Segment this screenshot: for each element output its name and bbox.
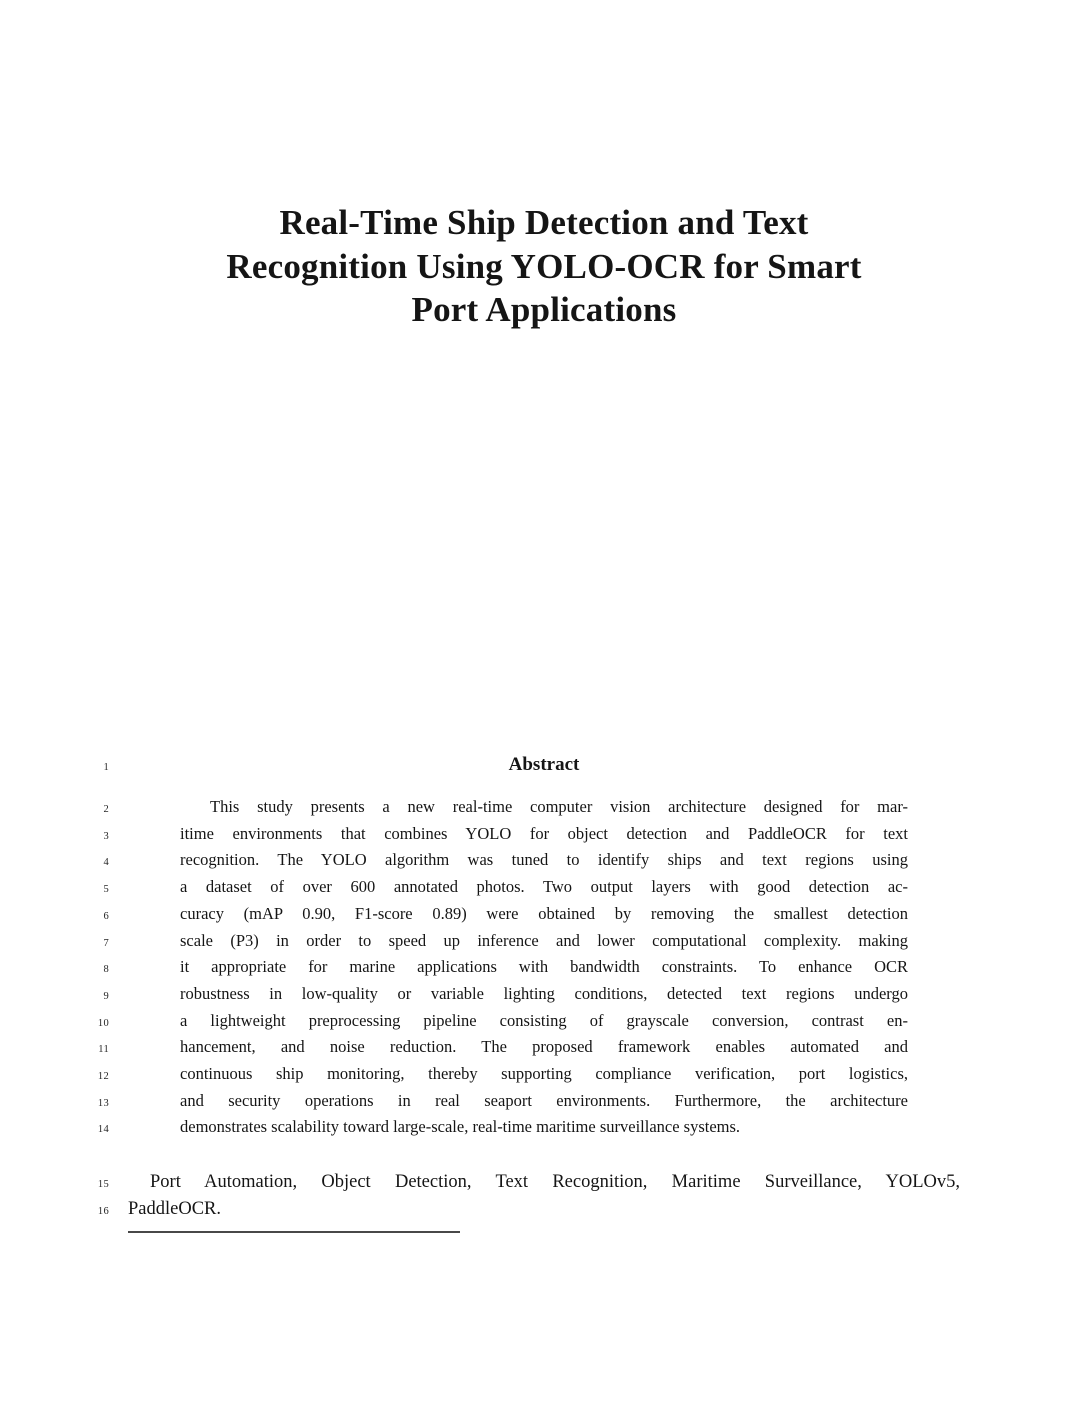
abstract-line: continuous ship monitoring, thereby supporting compliance verification, port logistics,	[180, 1064, 908, 1084]
abstract-line: scale (P3) in order to speed up inference and lower computational complexity. making	[180, 930, 908, 950]
abstract-line-row	[0, 955, 1088, 982]
abstract-line: itime environments that combines YOLO for object detection and PaddleOCR for text	[180, 823, 908, 843]
abstract-line-row	[0, 1115, 1088, 1142]
line-number: 2	[103, 804, 109, 815]
line-number: 16	[97, 1206, 109, 1218]
keywords-block	[0, 1170, 1088, 1224]
abstract-line-row	[0, 848, 1088, 875]
line-number: 12	[97, 1071, 109, 1083]
keywords-line: Port Automation, Object Detection, Text Recognition, Maritime Surveillance, YOLOv5,	[150, 1172, 960, 1193]
line-number: 8	[103, 964, 109, 976]
abstract-line-row	[0, 902, 1088, 929]
abstract-line: a dataset of over 600 annotated photos. Two output layers with good detection ac-	[180, 877, 908, 897]
keywords-line-row	[0, 1197, 1088, 1224]
abstract-line: it appropriate for marine applications with bandwidth constraints. To enhance OCR	[180, 957, 908, 977]
abstract-line-row	[0, 929, 1088, 956]
keywords-line: PaddleOCR.	[128, 1199, 222, 1220]
keywords-line-row	[0, 1170, 1088, 1197]
line-number: 7	[103, 937, 109, 949]
abstract-body	[0, 795, 1088, 1142]
abstract-line-row	[0, 875, 1088, 902]
line-number: 15	[97, 1179, 109, 1191]
line-number: 1	[103, 762, 109, 773]
line-number: 3	[103, 830, 109, 842]
abstract-line-row	[0, 1062, 1088, 1089]
abstract-line: This study presents a new real-time computer vision architecture designed for mar-	[210, 797, 908, 816]
line-number: 14	[97, 1124, 109, 1136]
content-column	[0, 752, 1088, 1233]
title-line: Real-Time Ship Detection and Text	[279, 203, 809, 242]
abstract-heading-row	[0, 752, 1088, 781]
abstract-line-row	[0, 982, 1088, 1009]
abstract-line: demonstrates scalability toward large-scale, real-time maritime surveillance systems.	[180, 1117, 741, 1137]
abstract-line: a lightweight preprocessing pipeline consisting of grayscale conversion, contrast en-	[180, 1010, 908, 1030]
footnote-rule	[128, 1231, 460, 1233]
abstract-line: hancement, and noise reduction. The proposed framework enables automated and	[180, 1037, 908, 1057]
line-number: 9	[103, 990, 109, 1002]
line-number: 10	[97, 1017, 109, 1029]
line-number: 13	[97, 1097, 109, 1109]
abstract-line: recognition. The YOLO algorithm was tuned to identify ships and text regions using	[180, 850, 908, 870]
abstract-line: robustness in low-quality or variable lighting conditions, detected text regions undergo	[180, 983, 908, 1003]
abstract-line: curacy (mAP 0.90, F1-score 0.89) were obtained by removing the smallest detection	[180, 903, 908, 923]
line-number: 6	[103, 910, 109, 922]
abstract-line-row	[0, 822, 1088, 849]
line-number: 11	[98, 1044, 109, 1056]
abstract-heading: Abstract	[508, 754, 580, 775]
title-line: Port Applications	[411, 290, 677, 329]
title-line: Recognition Using YOLO-OCR for Smart	[226, 246, 862, 286]
line-number: 5	[103, 884, 109, 896]
paper-title	[0, 201, 1088, 332]
abstract-line-row	[0, 1089, 1088, 1116]
line-number: 4	[103, 857, 109, 869]
abstract-line-row	[0, 1035, 1088, 1062]
abstract-line-row	[0, 795, 1088, 822]
abstract-line-row	[0, 1009, 1088, 1036]
abstract-line: and security operations in real seaport environments. Furthermore, the architecture	[180, 1090, 908, 1110]
